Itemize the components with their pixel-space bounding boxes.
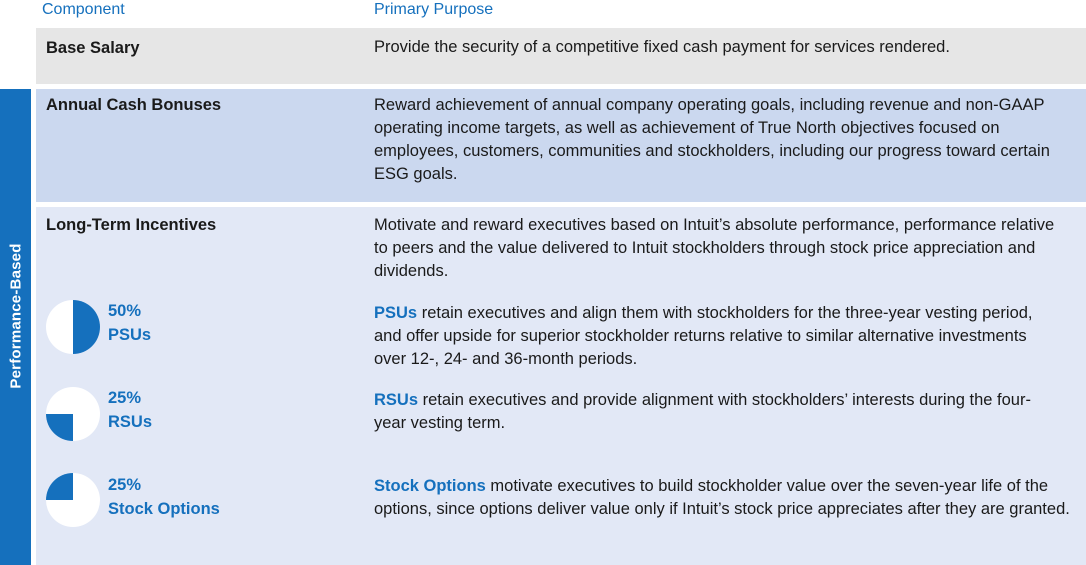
stock-options-percent: 25%: [108, 476, 142, 494]
performance-based-label: Performance-Based: [7, 243, 24, 389]
psus-name: PSUs: [108, 326, 152, 344]
rsus-name: RSUs: [108, 413, 153, 431]
psus-percent: 50%: [108, 302, 142, 320]
stock-options-purpose: [374, 475, 1074, 521]
base-salary-title: Base Salary: [46, 39, 140, 57]
psus-purpose-rest: retain executives and align them with stockholders for the three-year vesting period, and offer upside for superior stockholder returns relative to similar alternative investments over 12-, 24- and 36-month periods.: [374, 304, 1033, 368]
header-primary-purpose: Primary Purpose: [374, 1, 494, 18]
long-term-incentives-title: Long-Term Incentives: [46, 216, 217, 234]
long-term-incentives-purpose: Motivate and reward executives based on Intuit’s absolute performance, performance relative to peers and the value delivered to Intuit stockholders through stock price appreciation and dividends.: [374, 216, 1055, 280]
psus-pie-icon: [45, 299, 101, 355]
rsus-pie-icon: [45, 386, 101, 442]
rsus-purpose: [374, 389, 1044, 435]
base-salary-purpose: Provide the security of a competitive fixed cash payment for services rendered.: [374, 38, 950, 56]
psus-purpose-lead: PSUs: [374, 304, 418, 322]
stock-options-purpose-lead: Stock Options: [374, 477, 486, 495]
psus-purpose: [374, 302, 1054, 371]
stock-options-name: Stock Options: [108, 500, 220, 518]
header-component: Component: [42, 1, 125, 18]
stock-options-pie-icon: [45, 472, 101, 528]
annual-cash-bonuses-purpose: Reward achievement of annual company operating goals, including revenue and non-GAAP operating income targets, as well as achievement of True North objectives focused on employees, customers, communities and stockholders, including our progress toward certain ESG goals.: [374, 96, 1050, 183]
stock-options-purpose-rest: motivate executives to build stockholder value over the seven-year life of the options, since options deliver value only if Intuit’s stock price appreciates after they are granted.: [374, 477, 1070, 518]
annual-cash-bonuses-title: Annual Cash Bonuses: [46, 96, 222, 114]
rsus-purpose-rest: retain executives and provide alignment with stockholders’ interests during the four-year vesting term.: [374, 391, 1031, 432]
rsus-purpose-lead: RSUs: [374, 391, 419, 409]
rsus-percent: 25%: [108, 389, 142, 407]
